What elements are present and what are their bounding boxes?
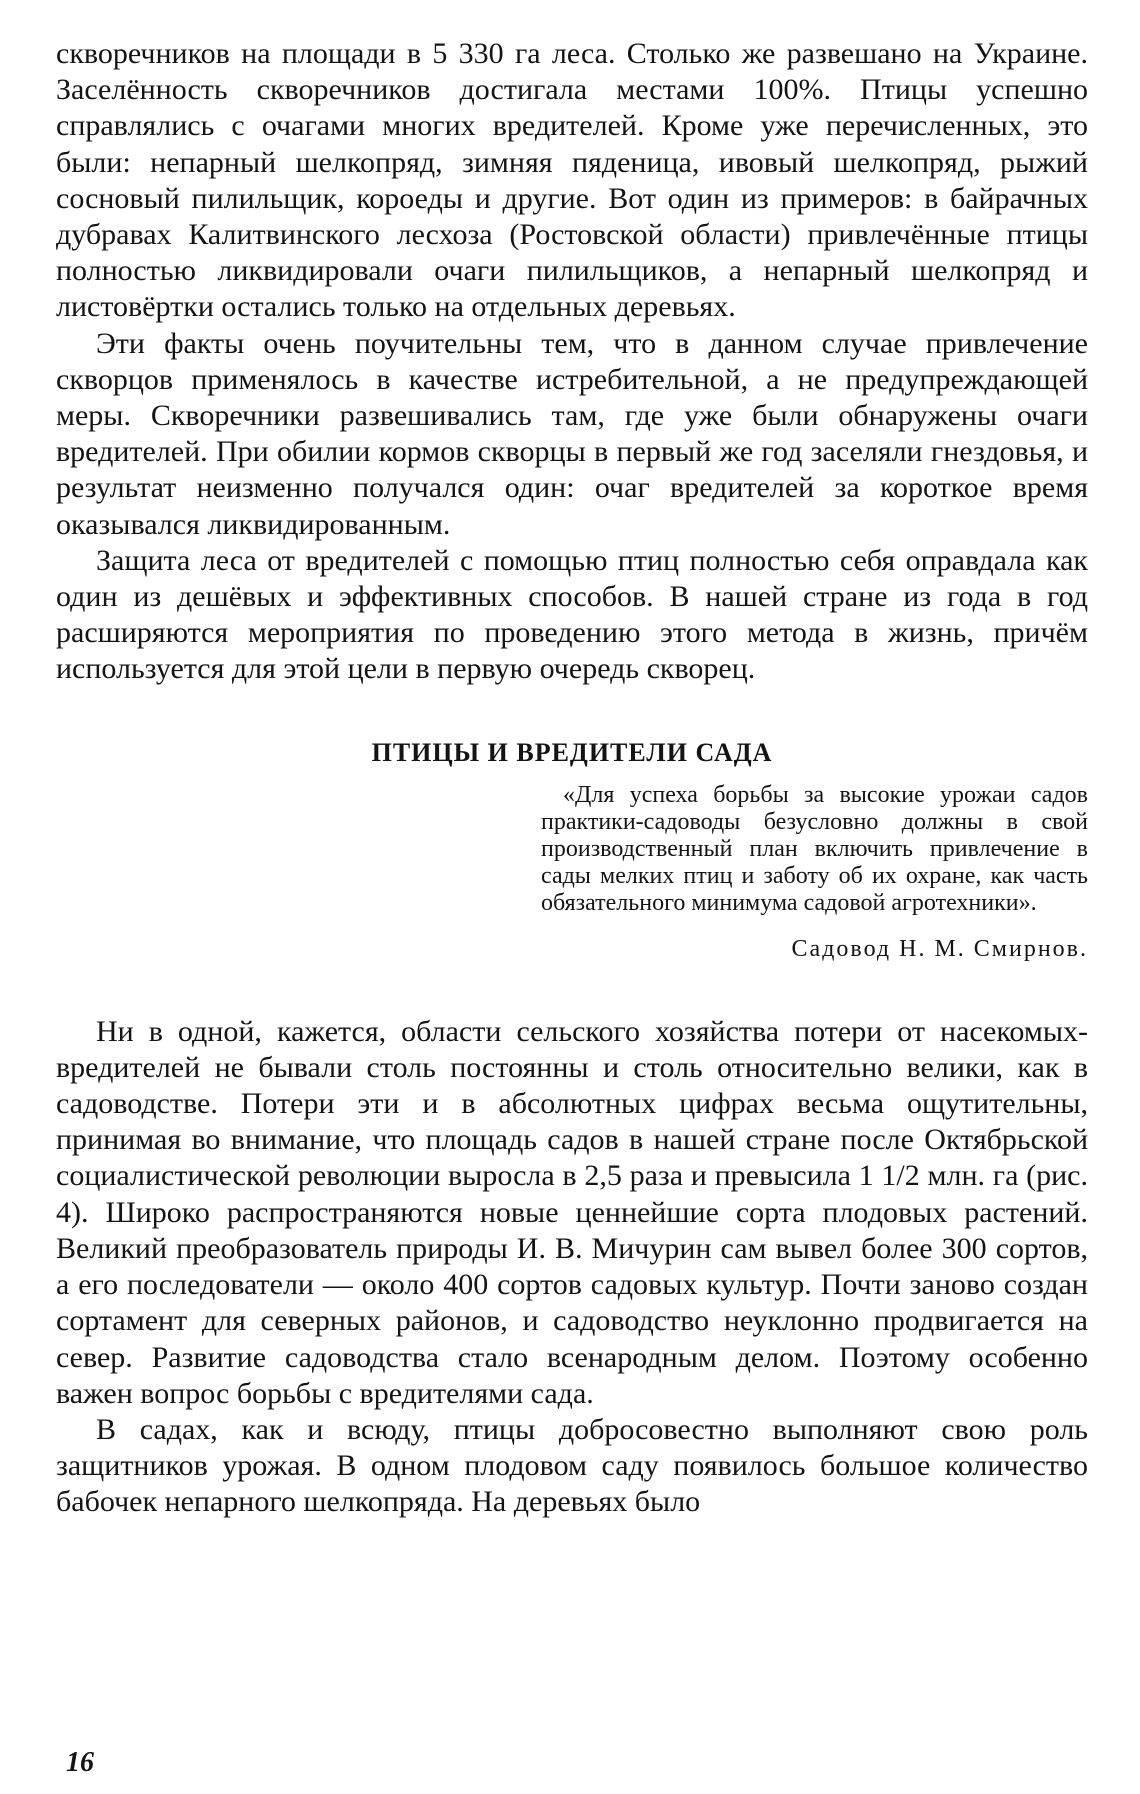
paragraph-5: В садах, как и всюду, птицы добросовестно выполняют свою роль защитников урожая. В одном плодовом саду появилось большое количество бабочек непарного шелкопряда. На деревьях было — [56, 1412, 1088, 1519]
paragraph-1: скворечников на площади в 5 330 га леса. Столько же развешано на Украине. Заселённость скворечников достигала местами 100%. Птицы успешно справлялись с очагами многих вредителей. Кроме уже перечисленных, это были: непарный шелкопряд, зимняя пяденица, ивовый шелкопряд, рыжий сосновый пилильщик, короеды и другие. Вот один из примеров: в байрачных дубравах Калитвинского лесхоза (Ростовской области) привлечённые птицы полностью ликвидировали очаги пилильщиков, а непарный шелкопряд и листовёртки остались только на отдельных деревьях. — [56, 37, 1088, 324]
paragraph-4: Ни в одной, кажется, области сельского хозяйства потери от насекомых-вредителей не бывали столь постоянны и столь относительно велики, как в садоводстве. Потери эти и в абсолютных цифрах весьма ощутительны, принимая во внимание, что площадь садов в нашей стране после Октябрьской социалистической революции выросла в 2,5 раза и превысила 1 1/2 млн. га (рис. 4). Широко распространяются новые ценнейшие сорта плодовых растений. Великий преобразователь природы И. В. Мичурин сам вывел более 300 сортов, а его последователи — около 400 сортов садовых культур. Почти заново создан сортамент для северных районов, и садоводство неуклонно продвигается на север. Развитие садоводства стало всенародным делом. Поэтому особенно важен вопрос борьбы с вредителями сада. — [56, 1014, 1088, 1410]
epigraph-quote: «Для успеха борьбы за высокие урожаи садов практики-садоводы безусловно должны в свой производственный план включить привлечение в сады мелких птиц и заботу об их охране, как часть обязательного минимума садовой агротехники». — [541, 781, 1088, 917]
paragraph-2: Эти факты очень поучительны тем, что в данном случае привлечение скворцов применялось в качестве истребительной, а не предупреждающей меры. Скворечники развешивались там, где уже были обнаружены очаги вредителей. При обилии кормов скворцы в первый же год заселяли гнездовья, и результат неизменно получался один: очаг вредителей за короткое время оказывался ликвидированным. — [56, 326, 1088, 541]
paragraph-3: Защита леса от вредителей с помощью птиц полностью себя оправдала как один из дешёвых и эффективных способов. В нашей стране из года в год расширяются мероприятия по проведению этого метода в жизнь, причём используется для этой цели в первую очередь скворец. — [56, 543, 1088, 686]
section-heading: ПТИЦЫ И ВРЕДИТЕЛИ САДА — [371, 737, 773, 767]
page-number: 16 — [66, 1747, 94, 1778]
epigraph-author: Садовод Н. М. Смирнов. — [791, 935, 1088, 962]
page-body — [56, 36, 1088, 1521]
